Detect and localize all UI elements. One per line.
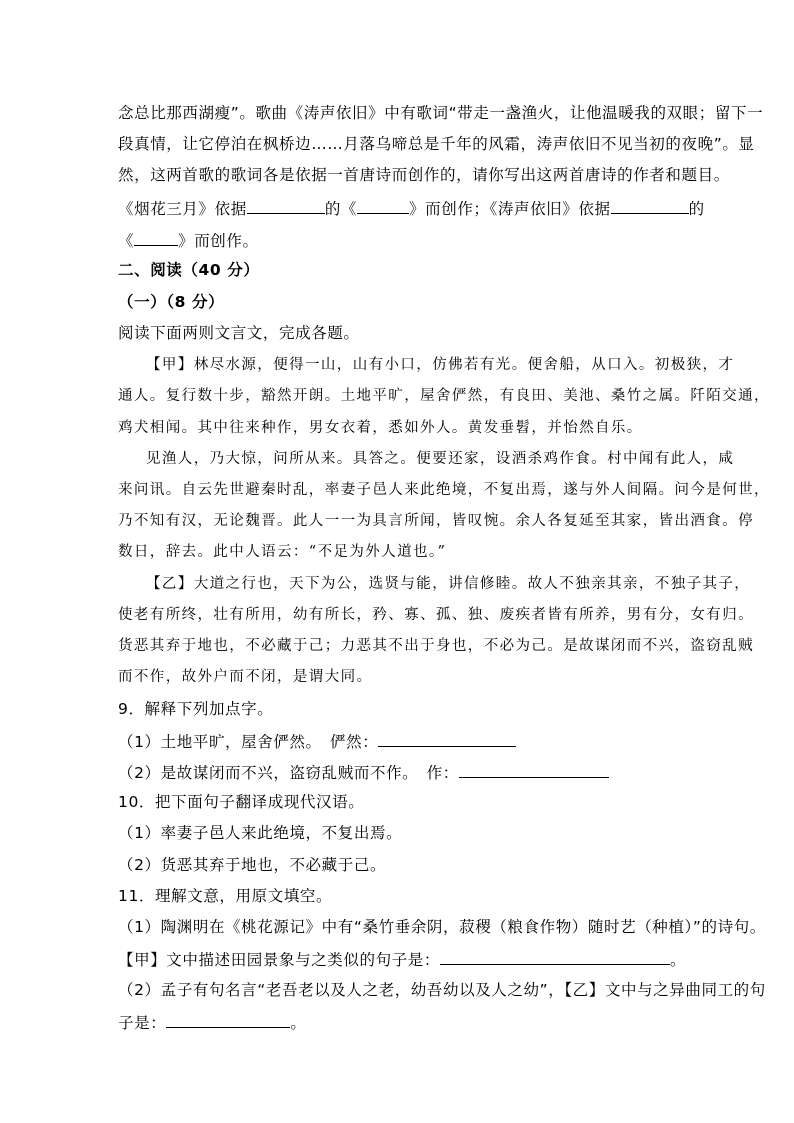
answer-blank[interactable] (247, 197, 325, 214)
answer-blank[interactable] (134, 229, 178, 246)
question-10-item-1: （1）率妻子邑人来此绝境，不复出焉。 (118, 824, 403, 842)
passage-b-line: 使老有所终，壮有所用，幼有所长，矜、寡、孤、独、废疾者皆有所养，男有分，女有归。 (118, 607, 754, 623)
intro-line-5 (118, 229, 259, 251)
question-11-item-1: （1）陶渊明在《桃花源记》中有“桑竹垂余阴，菽稷（粮食作物）随时艺（种植）”的诗句。 (118, 918, 766, 936)
passage-a-line: 来问讯。自云先世避秦时乱，率妻子邑人来此绝境，不复出焉，遂与外人间隔。问今是何世， (118, 482, 770, 498)
question-text: 。 (670, 951, 687, 969)
question-text: （2）是故谋闭而不兴，盗窃乱贼而不作。 作： (118, 764, 459, 782)
question-text: 。 (290, 1014, 307, 1032)
passage-b-line: 货恶其弃于地也，不必藏于己；力恶其不出于身也，不必为己。是故谋闭而不兴，盗窃乱贼 (118, 638, 754, 654)
intro-text: 《烟花三月》依据 (118, 200, 247, 218)
intro-text: 》而创作。 (178, 232, 259, 250)
intro-line-4 (118, 197, 705, 219)
passage-b-line: 而不作，故外户而不闭，是谓大同。 (118, 669, 373, 685)
subsection-title: （一）（8 分） (118, 293, 225, 311)
answer-blank[interactable] (378, 730, 516, 747)
question-text: （1）土地平旷，屋舍俨然。 俨然： (118, 733, 379, 751)
answer-blank[interactable] (166, 1011, 290, 1028)
answer-blank[interactable] (459, 761, 609, 778)
passage-a-line: 乃不知有汉，无论魏晋。此人一一为具言所闻，皆叹惋。余人各复延至其家，皆出酒食。停 (118, 513, 754, 529)
passage-a-line: 数日，辞去。此中人语云：“不足为外人道也。” (118, 544, 447, 560)
question-11-item-1-answer (118, 948, 686, 970)
question-11-item-2-answer (118, 1011, 306, 1033)
intro-line-3: 然，这两首歌的歌词各是依据一首唐诗而创作的，请你写出这两首唐诗的作者和题目。 (118, 166, 730, 184)
question-10-title: 10．把下面句子翻译成现代汉语。 (118, 793, 365, 811)
intro-text: 的《 (324, 200, 358, 218)
passage-a-line: 鸡犬相闻。其中往来种作，男女衣着，悉如外人。黄发垂髫，并怡然自乐。 (118, 420, 643, 436)
question-10-item-2: （2）货恶其弃于地也，不必藏于己。 (118, 856, 387, 874)
intro-line-2: 段真情，让它停泊在枫桥边……月落乌啼总是千年的风霜，涛声依旧不见当初的夜晚”。显 (118, 135, 755, 153)
intro-text: 的 (688, 200, 705, 218)
answer-blank[interactable] (611, 197, 689, 214)
question-11-title: 11．理解文意，用原文填空。 (118, 887, 333, 905)
passage-a-line: 【甲】林尽水源，便得一山，山有小口，仿佛若有光。便舍船，从口入。初极狭，才 (146, 357, 735, 373)
passage-b-line: 【乙】大道之行也，天下为公，选贤与能，讲信修睦。故人不独亲其亲，不独子其子， (146, 576, 751, 592)
intro-text: 《 (118, 232, 135, 250)
intro-text: 》而创作；《涛声依旧》依据 (409, 200, 611, 218)
question-text: 子是： (118, 1014, 167, 1032)
question-9-item-1 (118, 730, 516, 752)
passage-a-line: 见渔人，乃大惊，问所从来。具答之。便要还家，设酒杀鸡作食。村中闻有此人，咸 (146, 451, 735, 467)
question-9-title: 9．解释下列加点字。 (118, 700, 274, 718)
answer-blank[interactable] (357, 197, 409, 214)
question-11-item-2: （2）孟子有句名言“老吾老以及人之老，幼吾幼以及人之幼”，【乙】文中与之异曲同工的句 (118, 981, 766, 999)
question-9-item-2 (118, 761, 609, 783)
instruction: 阅读下面两则文言文，完成各题。 (118, 324, 360, 342)
intro-line-1: 念总比那西湖瘦”。歌曲《涛声依旧》中有歌词“带走一盏渔火，让他温暖我的双眼；留下一 (118, 104, 764, 122)
section-title: 二、阅读（40 分） (118, 261, 260, 279)
question-text: 【甲】文中描述田园景象与之类似的句子是： (118, 951, 441, 969)
passage-a-line: 通人。复行数十步，豁然开朗。土地平旷，屋舍俨然，有良田、美池、桑竹之属。阡陌交通， (118, 388, 770, 404)
answer-blank[interactable] (440, 948, 670, 965)
